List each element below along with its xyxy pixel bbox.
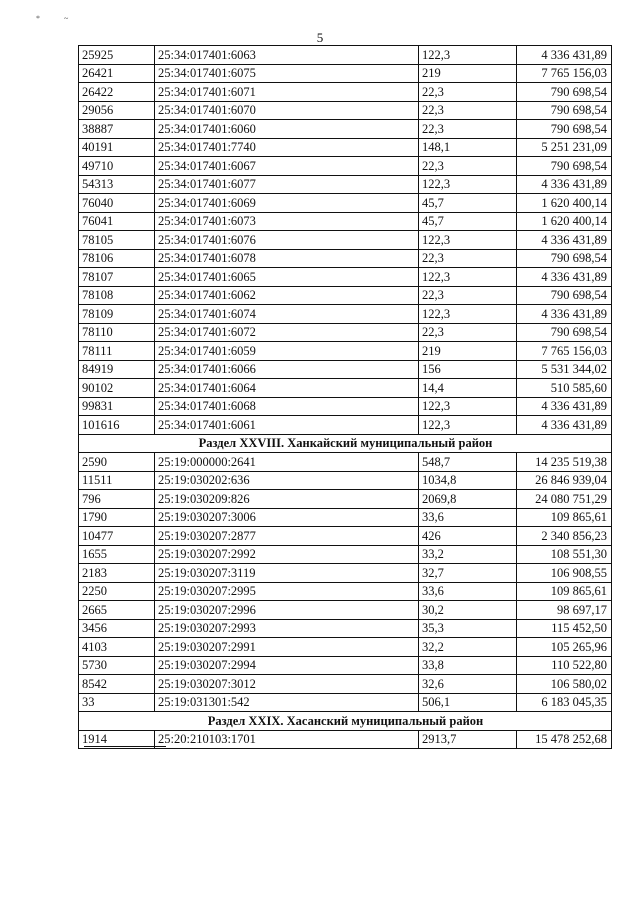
cadastral-number-cell: 25:34:017401:6073 bbox=[155, 212, 419, 231]
cadastral-number-cell: 25:34:017401:6060 bbox=[155, 120, 419, 139]
table-row bbox=[79, 175, 612, 194]
section-header-row bbox=[79, 712, 612, 731]
area-cell: 32,7 bbox=[419, 564, 517, 583]
area-cell: 22,3 bbox=[419, 249, 517, 268]
property-table bbox=[78, 45, 612, 749]
table-row bbox=[79, 286, 612, 305]
table-row bbox=[79, 527, 612, 546]
table-row bbox=[79, 675, 612, 694]
cadastral-number-cell: 25:19:030207:2877 bbox=[155, 527, 419, 546]
table-row bbox=[79, 83, 612, 102]
cost-cell: 108 551,30 bbox=[517, 545, 612, 564]
cadastral-number-cell: 25:34:017401:6069 bbox=[155, 194, 419, 213]
object-number-cell: 26421 bbox=[79, 64, 155, 83]
table-row bbox=[79, 212, 612, 231]
area-cell: 1034,8 bbox=[419, 471, 517, 490]
object-number-cell: 29056 bbox=[79, 101, 155, 120]
table-row bbox=[79, 693, 612, 712]
area-cell: 148,1 bbox=[419, 138, 517, 157]
table-body bbox=[79, 46, 612, 749]
cost-cell: 5 251 231,09 bbox=[517, 138, 612, 157]
area-cell: 548,7 bbox=[419, 453, 517, 472]
cadastral-number-cell: 25:19:030209:826 bbox=[155, 490, 419, 509]
cost-cell: 4 336 431,89 bbox=[517, 305, 612, 324]
area-cell: 35,3 bbox=[419, 619, 517, 638]
cadastral-number-cell: 25:19:030202:636 bbox=[155, 471, 419, 490]
object-number-cell: 2250 bbox=[79, 582, 155, 601]
table-row bbox=[79, 416, 612, 435]
object-number-cell: 38887 bbox=[79, 120, 155, 139]
object-number-cell: 1655 bbox=[79, 545, 155, 564]
cost-cell: 4 336 431,89 bbox=[517, 268, 612, 287]
object-number-cell: 76040 bbox=[79, 194, 155, 213]
object-number-cell: 33 bbox=[79, 693, 155, 712]
area-cell: 122,3 bbox=[419, 46, 517, 65]
area-cell: 156 bbox=[419, 360, 517, 379]
area-cell: 122,3 bbox=[419, 416, 517, 435]
cadastral-number-cell: 25:34:017401:6065 bbox=[155, 268, 419, 287]
object-number-cell: 78106 bbox=[79, 249, 155, 268]
table-row bbox=[79, 379, 612, 398]
cost-cell: 790 698,54 bbox=[517, 249, 612, 268]
object-number-cell: 78107 bbox=[79, 268, 155, 287]
area-cell: 219 bbox=[419, 342, 517, 361]
cadastral-number-cell: 25:19:030207:2994 bbox=[155, 656, 419, 675]
cost-cell: 110 522,80 bbox=[517, 656, 612, 675]
table-row bbox=[79, 471, 612, 490]
cadastral-number-cell: 25:19:030207:2993 bbox=[155, 619, 419, 638]
cost-cell: 4 336 431,89 bbox=[517, 397, 612, 416]
cadastral-number-cell: 25:34:017401:6068 bbox=[155, 397, 419, 416]
table-row bbox=[79, 490, 612, 509]
cost-cell: 4 336 431,89 bbox=[517, 175, 612, 194]
area-cell: 22,3 bbox=[419, 101, 517, 120]
cadastral-number-cell: 25:34:017401:6066 bbox=[155, 360, 419, 379]
table-row bbox=[79, 323, 612, 342]
cadastral-number-cell: 25:34:017401:6072 bbox=[155, 323, 419, 342]
object-number-cell: 49710 bbox=[79, 157, 155, 176]
table-row bbox=[79, 508, 612, 527]
cadastral-number-cell: 25:34:017401:6076 bbox=[155, 231, 419, 250]
object-number-cell: 2590 bbox=[79, 453, 155, 472]
cadastral-number-cell: 25:20:210103:1701 bbox=[155, 730, 419, 749]
area-cell: 122,3 bbox=[419, 231, 517, 250]
section-header-row bbox=[79, 434, 612, 453]
cost-cell: 115 452,50 bbox=[517, 619, 612, 638]
area-cell: 22,3 bbox=[419, 323, 517, 342]
cadastral-number-cell: 25:19:030207:2992 bbox=[155, 545, 419, 564]
cost-cell: 106 908,55 bbox=[517, 564, 612, 583]
area-cell: 122,3 bbox=[419, 305, 517, 324]
cost-cell: 15 478 252,68 bbox=[517, 730, 612, 749]
area-cell: 122,3 bbox=[419, 268, 517, 287]
object-number-cell: 1914 bbox=[79, 730, 155, 749]
cadastral-number-cell: 25:34:017401:6059 bbox=[155, 342, 419, 361]
object-number-cell: 1790 bbox=[79, 508, 155, 527]
cadastral-number-cell: 25:34:017401:6071 bbox=[155, 83, 419, 102]
object-number-cell: 2665 bbox=[79, 601, 155, 620]
table-row bbox=[79, 564, 612, 583]
area-cell: 32,6 bbox=[419, 675, 517, 694]
table-row bbox=[79, 101, 612, 120]
area-cell: 22,3 bbox=[419, 157, 517, 176]
table-row bbox=[79, 582, 612, 601]
area-cell: 33,6 bbox=[419, 508, 517, 527]
cost-cell: 1 620 400,14 bbox=[517, 212, 612, 231]
cost-cell: 7 765 156,03 bbox=[517, 64, 612, 83]
table-row bbox=[79, 46, 612, 65]
object-number-cell: 78108 bbox=[79, 286, 155, 305]
cadastral-number-cell: 25:19:030207:2995 bbox=[155, 582, 419, 601]
table-row bbox=[79, 453, 612, 472]
cost-cell: 790 698,54 bbox=[517, 323, 612, 342]
object-number-cell: 76041 bbox=[79, 212, 155, 231]
table-row bbox=[79, 249, 612, 268]
object-number-cell: 11511 bbox=[79, 471, 155, 490]
object-number-cell: 8542 bbox=[79, 675, 155, 694]
table-row bbox=[79, 120, 612, 139]
cadastral-number-cell: 25:34:017401:6067 bbox=[155, 157, 419, 176]
object-number-cell: 40191 bbox=[79, 138, 155, 157]
cadastral-number-cell: 25:34:017401:6077 bbox=[155, 175, 419, 194]
object-number-cell: 78110 bbox=[79, 323, 155, 342]
cost-cell: 790 698,54 bbox=[517, 101, 612, 120]
table-row bbox=[79, 638, 612, 657]
area-cell: 426 bbox=[419, 527, 517, 546]
table-row bbox=[79, 545, 612, 564]
object-number-cell: 101616 bbox=[79, 416, 155, 435]
footnote-separator bbox=[84, 746, 166, 747]
area-cell: 14,4 bbox=[419, 379, 517, 398]
object-number-cell: 26422 bbox=[79, 83, 155, 102]
area-cell: 506,1 bbox=[419, 693, 517, 712]
cadastral-number-cell: 25:19:000000:2641 bbox=[155, 453, 419, 472]
cost-cell: 109 865,61 bbox=[517, 508, 612, 527]
object-number-cell: 2183 bbox=[79, 564, 155, 583]
cadastral-number-cell: 25:19:030207:3119 bbox=[155, 564, 419, 583]
area-cell: 219 bbox=[419, 64, 517, 83]
object-number-cell: 54313 bbox=[79, 175, 155, 194]
cost-cell: 790 698,54 bbox=[517, 286, 612, 305]
object-number-cell: 78109 bbox=[79, 305, 155, 324]
area-cell: 2069,8 bbox=[419, 490, 517, 509]
area-cell: 122,3 bbox=[419, 397, 517, 416]
cadastral-number-cell: 25:34:017401:6062 bbox=[155, 286, 419, 305]
cadastral-number-cell: 25:34:017401:6074 bbox=[155, 305, 419, 324]
table-row bbox=[79, 194, 612, 213]
cadastral-number-cell: 25:34:017401:6078 bbox=[155, 249, 419, 268]
table-row bbox=[79, 268, 612, 287]
table-row bbox=[79, 157, 612, 176]
cost-cell: 790 698,54 bbox=[517, 157, 612, 176]
scan-mark: * bbox=[36, 14, 40, 23]
area-cell: 33,8 bbox=[419, 656, 517, 675]
cost-cell: 6 183 045,35 bbox=[517, 693, 612, 712]
area-cell: 22,3 bbox=[419, 286, 517, 305]
object-number-cell: 90102 bbox=[79, 379, 155, 398]
cost-cell: 106 580,02 bbox=[517, 675, 612, 694]
object-number-cell: 10477 bbox=[79, 527, 155, 546]
cadastral-number-cell: 25:34:017401:6063 bbox=[155, 46, 419, 65]
cadastral-number-cell: 25:34:017401:6070 bbox=[155, 101, 419, 120]
table-row bbox=[79, 656, 612, 675]
cadastral-number-cell: 25:34:017401:6064 bbox=[155, 379, 419, 398]
cost-cell: 790 698,54 bbox=[517, 83, 612, 102]
cost-cell: 5 531 344,02 bbox=[517, 360, 612, 379]
cost-cell: 14 235 519,38 bbox=[517, 453, 612, 472]
object-number-cell: 25925 bbox=[79, 46, 155, 65]
cadastral-number-cell: 25:19:030207:2991 bbox=[155, 638, 419, 657]
cost-cell: 105 265,96 bbox=[517, 638, 612, 657]
table-row bbox=[79, 305, 612, 324]
object-number-cell: 3456 bbox=[79, 619, 155, 638]
object-number-cell: 5730 bbox=[79, 656, 155, 675]
scan-mark: ~ bbox=[64, 14, 69, 23]
table-row bbox=[79, 138, 612, 157]
area-cell: 30,2 bbox=[419, 601, 517, 620]
cadastral-number-cell: 25:19:031301:542 bbox=[155, 693, 419, 712]
table-row bbox=[79, 360, 612, 379]
page-number: 5 bbox=[316, 30, 324, 45]
area-cell: 33,2 bbox=[419, 545, 517, 564]
area-cell: 22,3 bbox=[419, 120, 517, 139]
section-title: Раздел XXVIII. Ханкайский муниципальный район bbox=[79, 434, 612, 453]
area-cell: 45,7 bbox=[419, 194, 517, 213]
cadastral-number-cell: 25:34:017401:7740 bbox=[155, 138, 419, 157]
object-number-cell: 78111 bbox=[79, 342, 155, 361]
cadastral-number-cell: 25:34:017401:6061 bbox=[155, 416, 419, 435]
object-number-cell: 4103 bbox=[79, 638, 155, 657]
cadastral-number-cell: 25:19:030207:2996 bbox=[155, 601, 419, 620]
cost-cell: 4 336 431,89 bbox=[517, 46, 612, 65]
cost-cell: 510 585,60 bbox=[517, 379, 612, 398]
area-cell: 45,7 bbox=[419, 212, 517, 231]
area-cell: 122,3 bbox=[419, 175, 517, 194]
cost-cell: 7 765 156,03 bbox=[517, 342, 612, 361]
area-cell: 32,2 bbox=[419, 638, 517, 657]
section-title: Раздел XXIX. Хасанский муниципальный район bbox=[79, 712, 612, 731]
cost-cell: 790 698,54 bbox=[517, 120, 612, 139]
area-cell: 2913,7 bbox=[419, 730, 517, 749]
cost-cell: 98 697,17 bbox=[517, 601, 612, 620]
cost-cell: 26 846 939,04 bbox=[517, 471, 612, 490]
cadastral-number-cell: 25:19:030207:3006 bbox=[155, 508, 419, 527]
table-row bbox=[79, 231, 612, 250]
table-row bbox=[79, 619, 612, 638]
object-number-cell: 796 bbox=[79, 490, 155, 509]
cost-cell: 24 080 751,29 bbox=[517, 490, 612, 509]
table-row bbox=[79, 64, 612, 83]
area-cell: 22,3 bbox=[419, 83, 517, 102]
cadastral-number-cell: 25:19:030207:3012 bbox=[155, 675, 419, 694]
cost-cell: 109 865,61 bbox=[517, 582, 612, 601]
cost-cell: 4 336 431,89 bbox=[517, 416, 612, 435]
cost-cell: 2 340 856,23 bbox=[517, 527, 612, 546]
cost-cell: 4 336 431,89 bbox=[517, 231, 612, 250]
table-row bbox=[79, 601, 612, 620]
object-number-cell: 84919 bbox=[79, 360, 155, 379]
object-number-cell: 99831 bbox=[79, 397, 155, 416]
area-cell: 33,6 bbox=[419, 582, 517, 601]
table-row bbox=[79, 342, 612, 361]
cadastral-number-cell: 25:34:017401:6075 bbox=[155, 64, 419, 83]
object-number-cell: 78105 bbox=[79, 231, 155, 250]
cost-cell: 1 620 400,14 bbox=[517, 194, 612, 213]
table-row bbox=[79, 397, 612, 416]
